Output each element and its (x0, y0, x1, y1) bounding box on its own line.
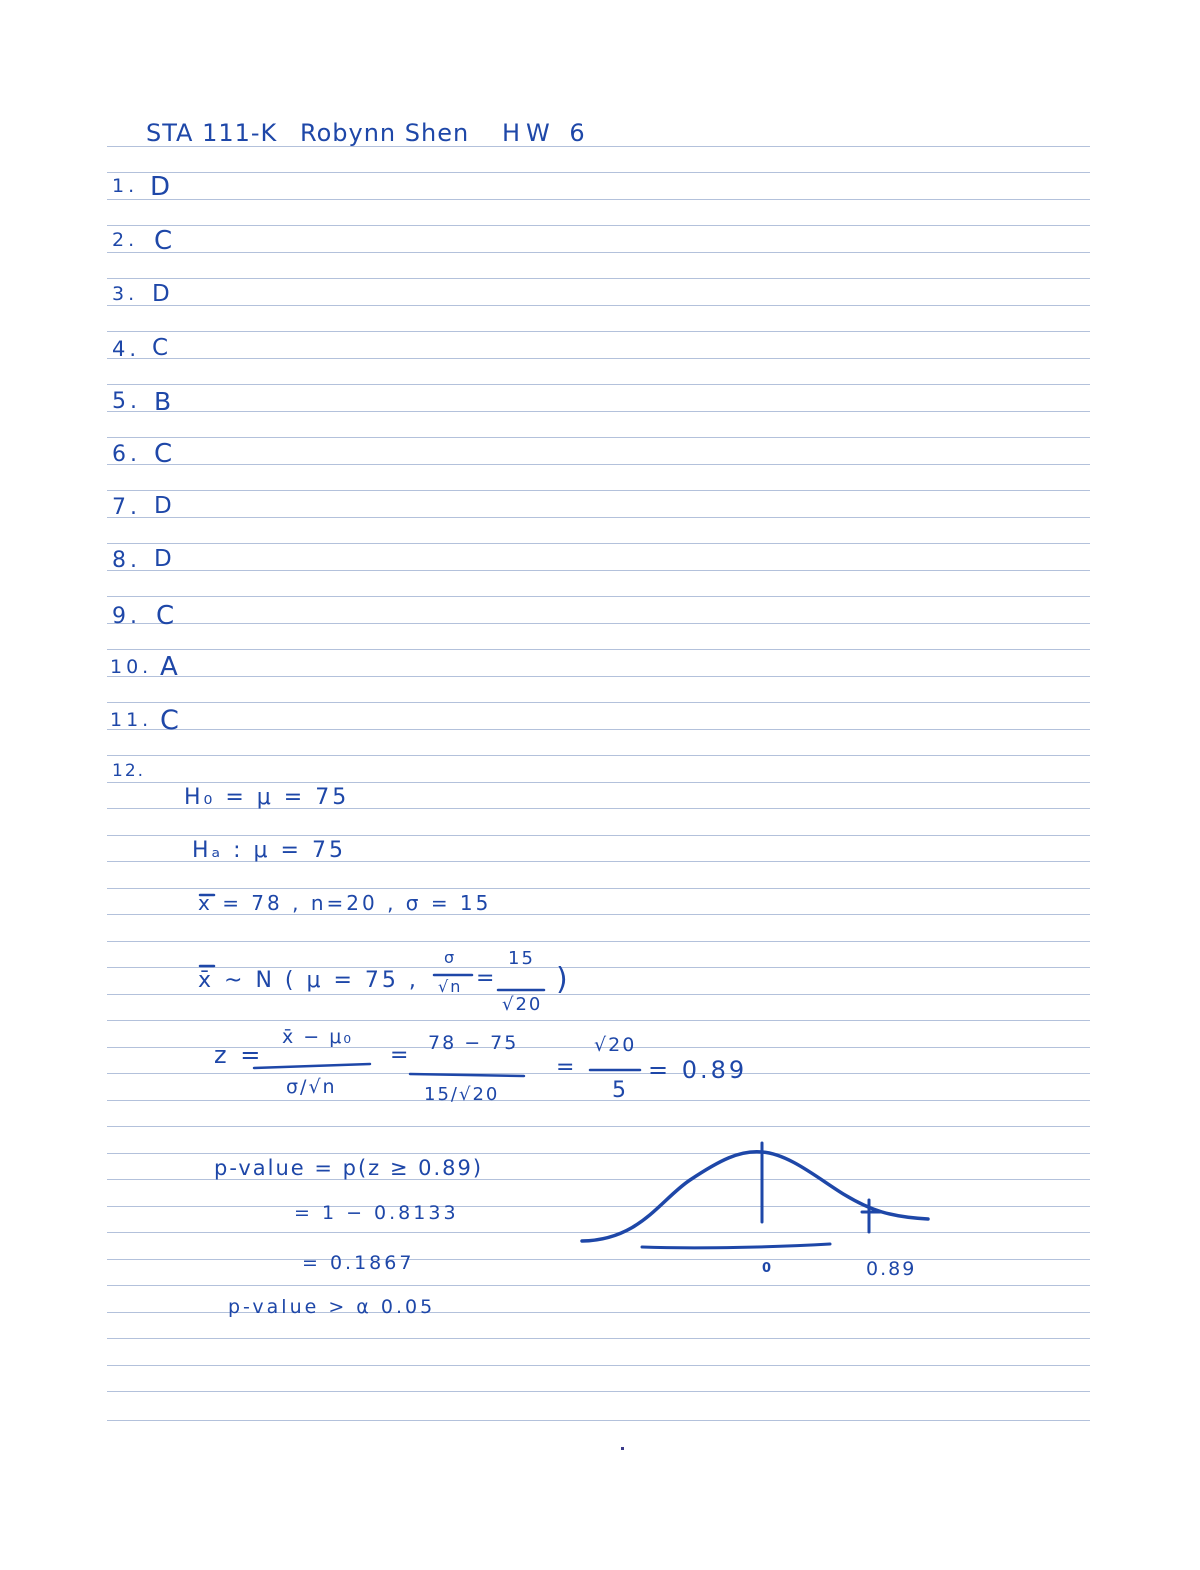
answer-number: 10. (110, 656, 153, 678)
fraction-denominator: σ/√n (286, 1076, 337, 1098)
normal-curve (582, 1152, 928, 1241)
course-code: STA 111-K (146, 119, 278, 147)
fraction-bar (410, 1074, 524, 1076)
answer-letter: D (154, 546, 176, 572)
p-value-line: p-value = p(z ≥ 0.89) (214, 1156, 484, 1180)
fraction-denominator: 15/√20 (424, 1084, 500, 1105)
close-paren: ) (556, 962, 571, 997)
fraction-denominator: √n (438, 977, 463, 996)
answer-letter: C (160, 705, 183, 736)
fraction-numerator: 15 (508, 948, 535, 969)
given-values: x̄ = 78 , n=20 , σ = 15 (198, 891, 492, 915)
curve-label-z: 0.89 (866, 1258, 917, 1280)
p-value-line: = 0.1867 (302, 1252, 415, 1274)
z-label: z = (214, 1041, 264, 1069)
curve-label-zero: 0 (762, 1261, 774, 1276)
equals-sign: = (556, 1055, 578, 1080)
answer-letter: C (152, 335, 173, 361)
fraction-numerator: σ (444, 948, 457, 967)
answer-number: 1. (112, 175, 139, 197)
assignment-title: HW 6 (502, 119, 591, 147)
curve-axis (642, 1244, 830, 1248)
answer-number: 5. (112, 389, 141, 414)
z-result: = 0.89 (648, 1056, 748, 1084)
answer-number: 11. (110, 709, 153, 731)
fraction-numerator: √20 (594, 1034, 637, 1056)
answer-letter: B (154, 387, 176, 416)
answer-number: 6. (112, 442, 141, 467)
answer-number: 8. (112, 548, 141, 573)
fraction-denominator: √20 (502, 994, 543, 1015)
equals-sign: = (476, 966, 498, 991)
stray-mark (621, 1447, 624, 1450)
answer-letter: C (154, 226, 177, 256)
answer-letter: A (160, 652, 182, 682)
answer-number: 4. (112, 337, 141, 361)
fraction-numerator: 78 − 75 (428, 1032, 519, 1054)
null-hypothesis: H₀ = μ = 75 (184, 785, 350, 810)
fraction-bar (254, 1064, 370, 1068)
equals-sign: = (390, 1043, 412, 1068)
answer-letter: C (156, 601, 179, 631)
student-name: Robynn Shen (300, 119, 470, 147)
answer-number: 7. (112, 495, 141, 520)
question-number: 12. (112, 761, 146, 781)
fraction-denominator: 5 (612, 1078, 628, 1103)
answer-number: 2. (112, 229, 139, 251)
answer-letter: D (154, 493, 176, 519)
answer-letter: C (154, 439, 177, 469)
distribution-prefix: x̄ ~ N ( μ = 75 , (198, 968, 419, 993)
answer-letter: D (152, 281, 174, 307)
p-value-conclusion: p-value > α 0.05 (228, 1296, 436, 1318)
answer-number: 9. (112, 604, 141, 629)
p-value-line: = 1 − 0.8133 (294, 1202, 459, 1224)
answer-number: 3. (112, 283, 139, 305)
fraction-numerator: x̄ − μ₀ (282, 1026, 353, 1048)
answer-letter: D (150, 172, 175, 202)
alternative-hypothesis: Hₐ : μ = 75 (192, 838, 346, 863)
